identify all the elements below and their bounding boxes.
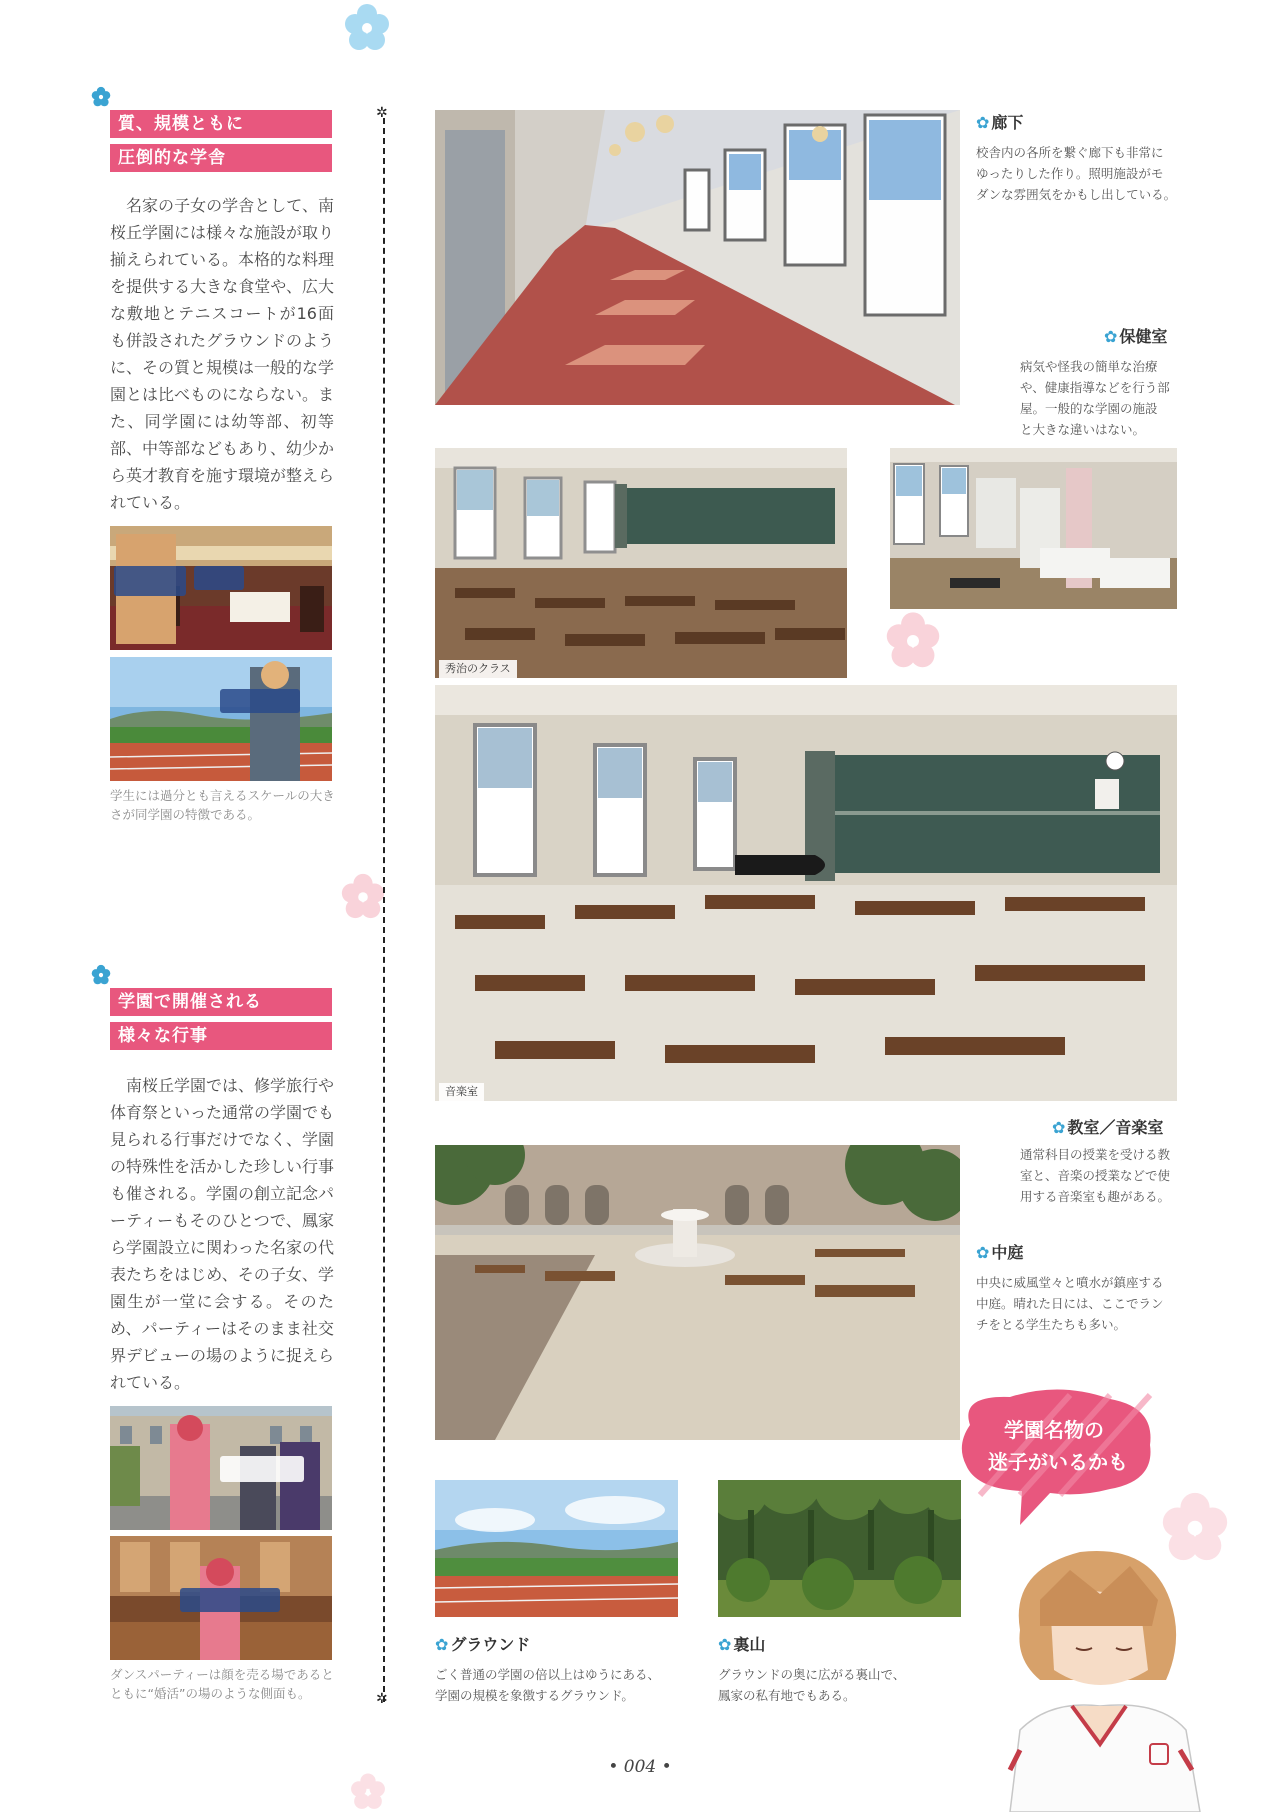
- backhill-title-text: 裏山: [733, 1635, 766, 1654]
- infirmary-title-text: 保健室: [1119, 327, 1168, 346]
- ground-image: [435, 1480, 678, 1617]
- courtyard-bullet-icon: ✿: [976, 1243, 990, 1262]
- section2-image-caption: ダンスパーティーは顔を売る場であるとともに“婚活”の場のような側面も。: [110, 1667, 334, 1701]
- infirmary-text-line: 屋。一般的な学園の施設: [1020, 401, 1158, 416]
- ground-text-line: ごく普通の学園の倍以上はゆうにある、: [435, 1667, 661, 1682]
- corridor-text-line: ダンな雰囲気をかもし出している。: [976, 187, 1177, 202]
- classroom-bullet-icon: ✿: [1052, 1118, 1066, 1137]
- infirmary-text-line: 病気や怪我の簡単な治療: [1020, 359, 1158, 374]
- corridor-title: [976, 112, 1023, 134]
- courtyard-text: [976, 1272, 1216, 1335]
- column-divider: [383, 118, 385, 1702]
- section2-heading-line2: 様々な行事: [110, 1022, 332, 1050]
- ground-text: [435, 1664, 705, 1706]
- classroom-title-text: 教室／音楽室: [1067, 1118, 1164, 1137]
- classroom-text-line: 室と、音楽の授業などで使: [1020, 1168, 1171, 1183]
- ground-title-text: グラウンド: [450, 1635, 531, 1654]
- bubble-line-2: 迷子がいるかも: [988, 1450, 1128, 1474]
- corridor-bullet-icon: ✿: [976, 113, 990, 132]
- classroom-title: [1052, 1117, 1163, 1139]
- courtyard-image: [435, 1145, 960, 1440]
- section2-heading-line1: 学園で開催される: [110, 988, 332, 1016]
- infirmary-text-line: と大きな違いはない。: [1020, 422, 1146, 437]
- infirmary-title: [1104, 326, 1167, 348]
- corridor-image: [435, 110, 960, 405]
- section1-body: 名家の子女の学舎として、南桜丘学園には様々な施設が取り揃えられている。本格的な料理を提供する大きな食堂や、広大な敷地とテニスコートが16面も併設されたグラウンドのように、その質と規模は一般的な学園とは比べものにならない。また、同学園には幼等部、初等部、中等部などもあり、幼少から英才教育を施す環境が整えられている。: [110, 196, 335, 512]
- speech-bubble: [950, 1385, 1160, 1535]
- schoolground-screenshot: [110, 657, 332, 781]
- flower-blue-section2-icon: [90, 964, 112, 986]
- ground-text-line: 学園の規模を象徴するグラウンド。: [435, 1688, 634, 1703]
- section1-heading-line2: 圧倒的な学舎: [110, 144, 332, 172]
- classroom-text-line: 用する音楽室も趣がある。: [1020, 1189, 1171, 1204]
- backhill-text-line: グラウンドの奥に広がる裏山で、: [718, 1667, 906, 1682]
- backhill-bullet-icon: ✿: [718, 1635, 732, 1654]
- flower-blue-section1-icon: [90, 86, 112, 108]
- flower-pink-left-icon: [340, 872, 386, 922]
- courtyard-text-line: 中央に威風堂々と噴水が鎮座する: [976, 1275, 1164, 1290]
- ground-title: [435, 1634, 530, 1656]
- backhill-image: [718, 1480, 961, 1617]
- section1-image-caption: 学生には過分とも言えるスケールの大きさが同学園の特徴である。: [110, 788, 335, 822]
- music-room-tag: 音楽室: [439, 1083, 484, 1101]
- divider-top-ornament-icon: ✲: [376, 105, 388, 121]
- divider-bottom-ornament-icon: ✲: [376, 1691, 388, 1707]
- courtyard-text-line: 中庭。晴れた日には、ここでラン: [976, 1296, 1164, 1311]
- corridor-text-line: 校舎内の各所を繋ぐ廊下も非常に: [976, 145, 1164, 160]
- section1-heading-line1: 質、規模ともに: [110, 110, 332, 138]
- courtyard-text-line: チをとる学生たちも多い。: [976, 1317, 1127, 1332]
- flower-pink-bottom-icon: [345, 1772, 391, 1812]
- courtyard-title: [976, 1242, 1023, 1264]
- classroom-image: [435, 448, 847, 678]
- dance-party-screenshot: [110, 1536, 332, 1660]
- page-number: • 004 •: [608, 1757, 672, 1777]
- backhill-title: [718, 1634, 765, 1656]
- courtyard-title-text: 中庭: [991, 1243, 1024, 1262]
- corridor-title-text: 廊下: [991, 113, 1024, 132]
- music-room-image: [435, 685, 1177, 1101]
- corridor-text: [976, 142, 1216, 205]
- flower-blue-top-icon: [344, 2, 390, 54]
- dining-hall-screenshot: [110, 526, 332, 650]
- backhill-text: [718, 1664, 958, 1706]
- ground-bullet-icon: ✿: [435, 1635, 449, 1654]
- backhill-text-line: 鳳家の私有地でもある。: [718, 1688, 856, 1703]
- corridor-text-line: ゆったりした作り。照明施設がモ: [976, 166, 1164, 181]
- infirmary-bullet-icon: ✿: [1104, 327, 1118, 346]
- party-outdoor-screenshot: [110, 1406, 332, 1530]
- infirmary-image: [890, 448, 1177, 609]
- classroom-tag: 秀治のクラス: [439, 660, 517, 678]
- classroom-text-line: 通常科目の授業を受ける教: [1020, 1147, 1171, 1162]
- flower-pink-right-icon: [885, 610, 941, 672]
- infirmary-text: [1020, 356, 1190, 440]
- classroom-text: [1020, 1144, 1190, 1207]
- bubble-line-1: 学園名物の: [1004, 1418, 1104, 1442]
- speech-bubble-shape: [950, 1385, 1160, 1535]
- section2-body: 南桜丘学園では、修学旅行や体育祭といった通常の学園でも見られる行事だけでなく、学園の特殊性を活かした珍しい行事も催される。学園の創立記念パーティーもそのひとつで、鳳家ら学園設立に関わった名家の代表たちをはじめ、その子女、学園生が一堂に会する。そのため、パーティーはそのまま社交界デビューの場のように捉えられている。: [110, 1076, 335, 1392]
- infirmary-text-line: や、健康指導などを行う部: [1020, 380, 1170, 395]
